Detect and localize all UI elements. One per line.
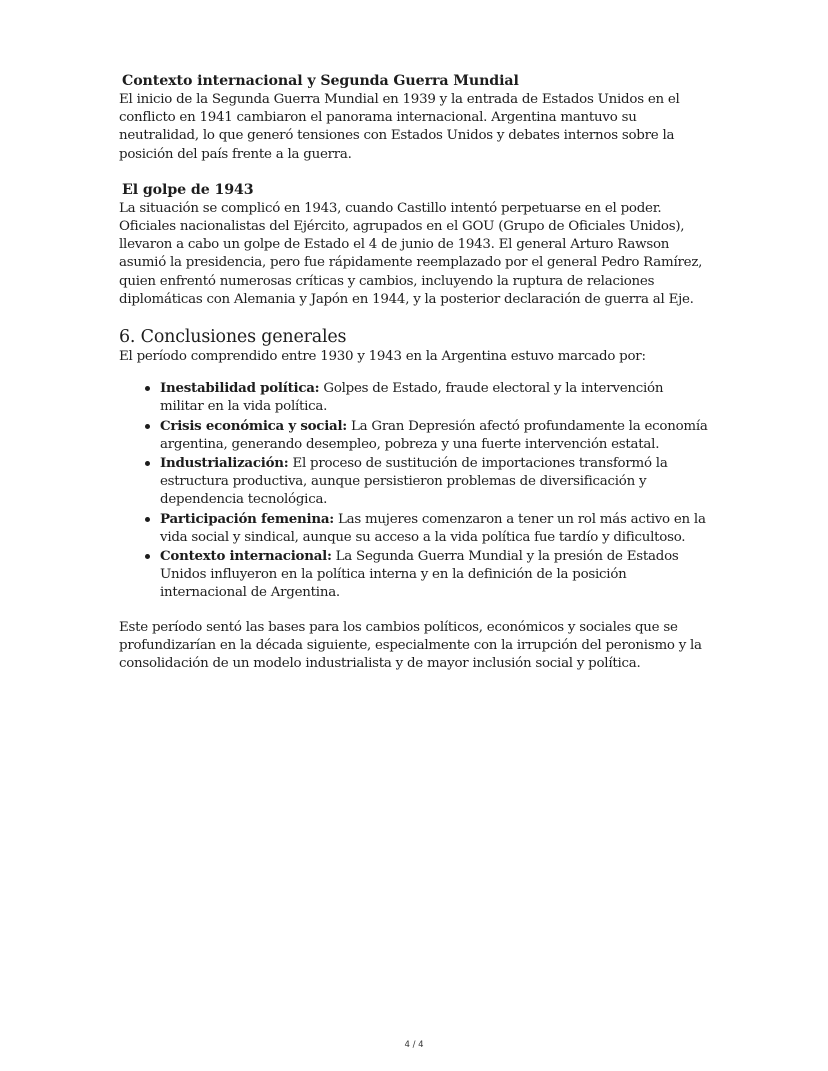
list-item-term: Participación femenina: [160,510,334,527]
list-item [160,379,709,416]
bullet-icon [145,424,150,429]
list-item-text: La Gran Depresión afectó profundamente la economía argentina, generando desempleo, pobreza y una fuerte intervención estatal. [160,418,708,452]
bullet-icon [145,554,150,559]
list-item-text: El proceso de sustitución de importaciones transformó la estructura productiva, aunque persistieron problemas de diversificación y dependencia tecnológica. [160,456,668,508]
conclusions-closing: Este período sentó las bases para los cambios políticos, económicos y sociales que se profundizarían en la década siguiente, especialmente con la irrupción del peronismo y la consolidación de un modelo industrialista y de mayor inclusión social y política. [119,619,702,672]
document-page [119,72,709,673]
section-heading: El golpe de 1943 [122,181,254,198]
conclusions-heading: 6. Conclusiones generales [119,327,347,348]
conclusions-list [119,379,709,602]
list-item-term: Crisis económica y social: [160,417,348,434]
bullet-icon [145,517,150,522]
conclusions-intro: El período comprendido entre 1930 y 1943 en la Argentina estuvo marcado por: [119,349,646,365]
page-number: 4 / 4 [404,1040,424,1050]
section-paragraph: El inicio de la Segunda Guerra Mundial en 1939 y la entrada de Estados Unidos en el conflicto en 1941 cambiaron el panorama internacional. Argentina mantuvo su neutralidad, lo que generó tensiones con Estados Unidos y debates internos sobre la posición del país frente a la guerra. [119,92,680,162]
list-item-term: Contexto internacional: [160,548,332,565]
section-heading: Contexto internacional y Segunda Guerra Mundial [122,73,519,89]
section-conclusions [119,326,709,673]
bullet-icon [145,461,150,466]
list-item-text: Golpes de Estado, fraude electoral y la intervención militar en la vida política. [160,381,664,415]
list-item [160,510,709,547]
section-paragraph: La situación se complicó en 1943, cuando Castillo intentó perpetuarse en el poder. Oficiales nacionalistas del Ejército, agrupados en el GOU (Grupo de Oficiales Unidos), llevaron a cabo un golpe de Estado el 4 de junio de 1943. El general Arturo Rawson asumió la presidencia, pero fue rápidamente reemplazado por el general Pedro Ramírez, quien enfrentó numerosas críticas y cambios, incluyendo la ruptura de relaciones diplomáticas con Alemania y Japón en 1944, y la posterior declaración de guerra al Eje. [119,200,703,307]
list-item-term: Industrialización: [160,455,289,472]
list-item-text: La Segunda Guerra Mundial y la presión de Estados Unidos influyeron en la política interna y en la definición de la posición internacional de Argentina. [160,549,679,601]
list-item [160,417,709,454]
section-international-context [119,72,709,164]
bullet-icon [145,386,150,391]
list-item-text: Las mujeres comenzaron a tener un rol más activo en la vida social y sindical, aunque su acceso a la vida política fue tardío y dificultoso. [160,511,706,545]
list-item [160,547,709,603]
list-item [160,454,709,510]
list-item-term: Inestabilidad política: [160,380,320,397]
section-coup-1943 [119,181,709,309]
